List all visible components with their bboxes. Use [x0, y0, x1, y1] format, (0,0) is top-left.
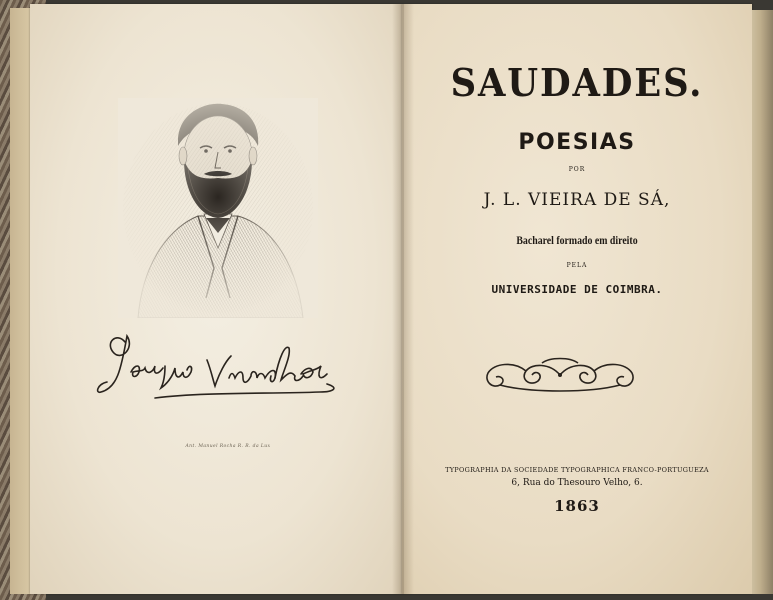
- scroll-ornament-icon: [480, 355, 640, 395]
- printer-line: TYPOGRAPHIA DA SOCIEDADE TYPOGRAPHICA FRANCO-PORTUGUEZA: [445, 466, 709, 474]
- by-label: POR: [568, 166, 586, 173]
- author-signature: [95, 322, 350, 412]
- printer-address: 6, Rua do Thesouro Velho, 6.: [511, 478, 643, 488]
- page-edges: [752, 10, 773, 594]
- author-degree: Bacharel formado em direito: [516, 233, 638, 247]
- university-name: UNIVERSIDADE DE COIMBRA.: [491, 283, 663, 296]
- author-portrait-engraving: [118, 98, 318, 318]
- publication-year: 1863: [554, 497, 600, 515]
- author-name: J. L. VIEIRA DE SÁ,: [483, 190, 671, 210]
- book-subtitle: POESIAS: [518, 130, 636, 155]
- by-institution-label: PELA: [566, 262, 588, 269]
- engraver-credit: Ant. Manuel Rocha R. R. da Lux: [185, 444, 271, 449]
- book-title: SAUDADES.: [450, 60, 704, 105]
